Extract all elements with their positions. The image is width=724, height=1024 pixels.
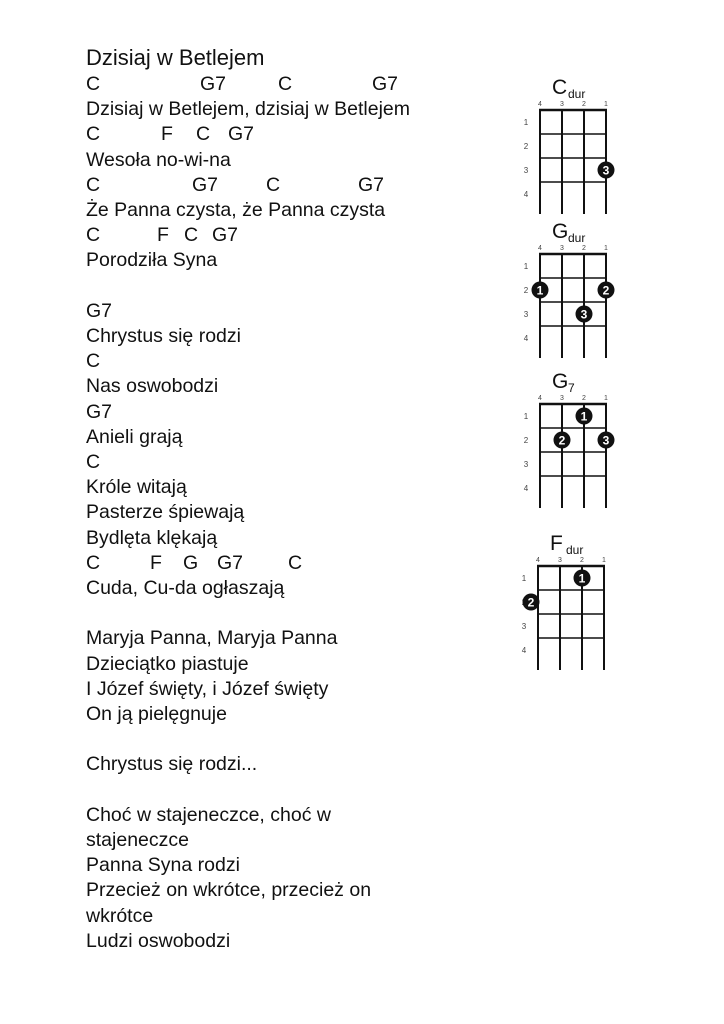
finger-number: 1 [536,283,544,298]
chord-label: C [86,224,101,247]
string-number: 3 [558,557,562,564]
lyric-line: wkrótce [86,904,154,927]
string-number: 3 [560,101,564,108]
finger-dot [598,432,615,449]
finger-dot [598,162,615,179]
finger-number: 1 [578,571,586,586]
finger-number: 2 [527,595,535,610]
lyric-line: stajeneczce [86,829,189,851]
string-number: 1 [602,557,606,564]
lyric-line: Anieli grają [86,425,183,448]
fret-number: 4 [523,484,529,493]
chord-diagram [510,216,630,366]
diagram-chord-name: G [552,370,569,393]
fret-number: 1 [523,118,529,127]
lyric-line: Choć w stajeneczce, choć w [86,803,331,826]
string-number: 2 [582,395,586,402]
string-number: 2 [580,557,584,564]
fret-number: 3 [523,460,529,469]
finger-dot [523,594,540,611]
finger-dot [554,432,571,449]
chord-diagram [510,72,630,222]
finger-number: 3 [602,163,610,178]
string-number: 4 [536,557,540,564]
diagram-chord-suffix: dur [568,87,586,101]
string-number: 2 [582,101,586,108]
chord-label: C [196,123,211,146]
chord-label: C [86,73,101,95]
finger-dot [532,282,549,299]
diagram-chord-suffix: dur [566,543,584,557]
chord-label: G7 [217,551,244,574]
chord-label: C [86,551,101,574]
finger-dot [574,570,591,587]
string-number: 3 [560,245,564,252]
string-number: 4 [538,101,542,108]
lyric-line: Ludzi oswobodzi [86,929,231,952]
finger-number: 2 [558,433,566,448]
lyric-line: Dzisiaj w Betlejem, dzisiaj w Betlejem [86,98,411,121]
diagram-chord-name: F [550,532,563,555]
finger-dot [598,282,615,299]
song-title: Dzisiaj w Betlejem [86,45,265,70]
diagram-chord-suffix: 7 [568,381,575,395]
chord-label: G [183,551,199,574]
fret-number: 1 [523,262,529,271]
lyric-line: Że Panna czysta, że Panna czysta [86,199,386,221]
chord-label: C [266,173,281,196]
chord-label: C [278,73,293,95]
chord-label: G7 [372,73,399,95]
fret-number: 2 [523,286,529,295]
chord-diagram [510,366,630,516]
finger-number: 3 [602,433,610,448]
chord-label: C [86,173,101,196]
finger-number: 2 [602,283,610,298]
chord-label: F [157,224,169,247]
chord-label: F [150,551,162,574]
lyric-line: Bydlęta klękają [86,526,218,549]
string-number: 1 [604,101,608,108]
chord-label: C [86,123,101,146]
fret-number: 4 [521,646,527,655]
fret-number: 1 [521,574,527,583]
lyric-line: C [86,350,101,373]
lyric-line: G7 [86,400,113,423]
fret-number: 3 [523,166,529,175]
lyric-line: Króle witają [86,476,187,499]
chord-diagram [508,528,628,678]
diagram-chord-name: G [552,220,569,243]
fret-number: 1 [523,412,529,421]
chord-label: C [288,551,303,574]
string-number: 1 [604,245,608,252]
lyric-line: On ją pielęgnuje [86,703,227,725]
lyric-line: Panna Syna rodzi [86,854,240,877]
lyric-line: Maryja Panna, Maryja Panna [86,627,338,650]
finger-dot [576,408,593,425]
string-number: 4 [538,245,542,252]
lyric-line: C [86,451,101,473]
chord-label: G7 [200,73,227,95]
fret-number: 4 [523,190,529,199]
lyric-line: Nas oswobodzi [86,375,219,398]
diagram-chord-suffix: dur [568,231,586,245]
lyric-line: Porodziła Syna [86,249,218,272]
lyric-line: Pasterze śpiewają [86,501,245,524]
chord-label: F [161,123,173,146]
fret-number: 4 [523,334,529,343]
chord-label: C [184,224,199,247]
chord-label: G7 [228,123,255,146]
chord-label: G7 [212,224,239,247]
string-number: 3 [560,395,564,402]
chord-label: G7 [358,173,385,196]
lyric-line: I Józef święty, i Józef święty [86,677,329,700]
fret-number: 3 [523,310,529,319]
lyric-line: Wesoła no-wi-na [86,148,231,171]
string-number: 2 [582,245,586,252]
fret-number: 2 [523,436,529,445]
diagram-chord-name: C [552,76,568,99]
finger-number: 3 [580,307,588,322]
lyric-line: Chrystus się rodzi [86,325,241,347]
lyric-line: G7 [86,299,113,322]
chord-label: G7 [192,173,219,196]
lyric-line: Cuda, Cu-da ogłaszają [86,577,285,599]
finger-dot [576,306,593,323]
string-number: 4 [538,395,542,402]
lyric-line: Dzieciątko piastuje [86,652,249,675]
lyric-line: Przecież on wkrótce, przecież on [86,879,372,902]
string-number: 1 [604,395,608,402]
finger-number: 1 [580,409,588,424]
fret-number: 3 [521,622,527,631]
lyric-line: Chrystus się rodzi... [86,753,258,776]
fret-number: 2 [523,142,529,151]
